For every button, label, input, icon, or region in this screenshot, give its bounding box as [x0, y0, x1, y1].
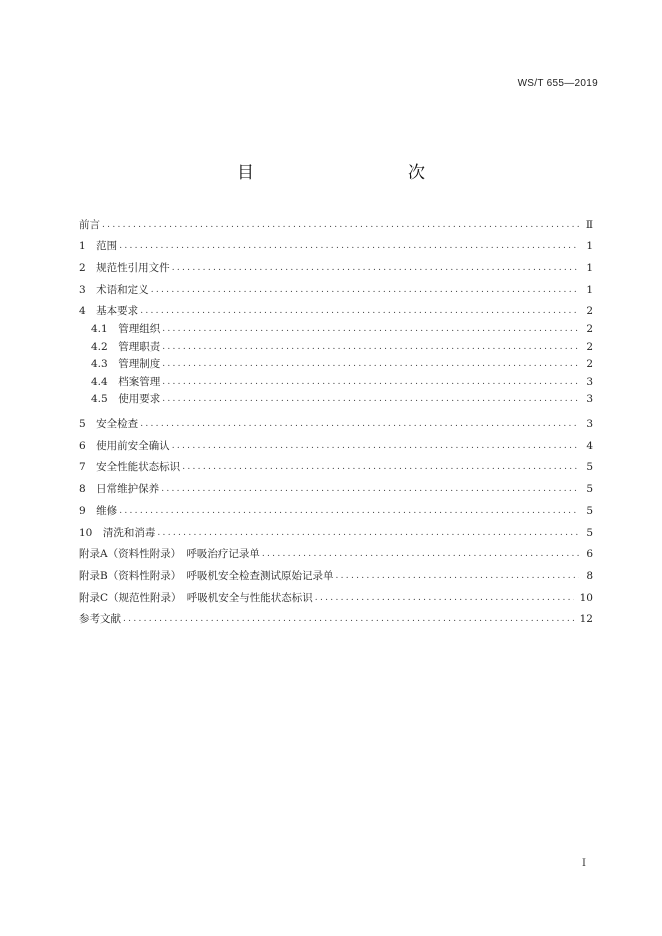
toc-entry-page: 2 — [586, 358, 593, 371]
toc-entry-page: Ⅱ — [585, 218, 593, 231]
toc-entry-label: 4.4 档案管理 — [91, 375, 161, 388]
toc-entry[interactable] — [79, 409, 593, 431]
toc-entry[interactable] — [79, 453, 593, 475]
toc-entry[interactable] — [79, 561, 593, 583]
toc-entry-page: 6 — [586, 548, 593, 561]
toc-leader-dots — [162, 392, 579, 406]
toc-subentry[interactable] — [79, 318, 593, 336]
toc-leader-dots — [182, 460, 579, 474]
toc-entry-label: 附录B（资料性附录） 呼吸机安全检查测试原始记录单 — [79, 569, 334, 582]
toc-leader-dots — [335, 569, 579, 583]
toc-leader-dots — [102, 218, 579, 232]
toc-entry[interactable] — [79, 474, 593, 496]
toc-entry-label: 前言 — [79, 218, 100, 231]
toc-entry-label: 4.1 管理组织 — [91, 323, 161, 336]
toc-entry[interactable] — [79, 496, 593, 518]
toc-entry-label: 10 清洗和消毒 — [79, 526, 156, 539]
toc-entry-label: 4 基本要求 — [79, 305, 139, 318]
toc-entry-label: 附录A（资料性附录） 呼吸治疗记录单 — [79, 548, 260, 561]
toc-entry-label: 附录C（规范性附录） 呼吸机安全与性能状态标识 — [79, 591, 313, 604]
toc-leader-dots — [119, 504, 579, 518]
toc-leader-dots — [162, 340, 579, 354]
toc-subentry[interactable] — [79, 354, 593, 372]
toc-entry-label: 8 日常维护保养 — [79, 483, 160, 496]
toc-entry-page: 2 — [586, 323, 593, 336]
page-title: 目 次 — [237, 163, 465, 183]
toc-entry-page: 2 — [586, 305, 593, 318]
toc-entry[interactable] — [79, 518, 593, 540]
toc-leader-dots — [157, 526, 579, 540]
toc-entry-page: 3 — [586, 393, 593, 406]
toc-leader-dots — [162, 357, 579, 371]
toc-entry-page: 3 — [586, 375, 593, 388]
toc-leader-dots — [315, 591, 574, 605]
table-of-contents — [79, 210, 593, 626]
toc-entry[interactable] — [79, 297, 593, 319]
toc-subentry[interactable] — [79, 336, 593, 354]
toc-leader-dots — [161, 482, 579, 496]
toc-entry-label: 9 维修 — [79, 504, 118, 517]
toc-entry-label: 参考文献 — [79, 613, 121, 626]
toc-entry-page: 10 — [579, 591, 593, 604]
toc-leader-dots — [119, 239, 579, 253]
toc-entry-page: 8 — [586, 569, 593, 582]
toc-entry-page: 12 — [579, 613, 593, 626]
toc-entry-page: 1 — [586, 240, 593, 253]
toc-leader-dots — [262, 547, 579, 561]
toc-leader-dots — [172, 261, 579, 275]
toc-subentry[interactable] — [79, 371, 593, 389]
toc-entry[interactable] — [79, 275, 593, 297]
toc-leader-dots — [172, 439, 579, 453]
toc-leader-dots — [162, 322, 579, 336]
toc-entry[interactable] — [79, 540, 593, 562]
toc-leader-dots — [140, 304, 579, 318]
toc-entry[interactable] — [79, 210, 593, 232]
toc-entry-label: 4.5 使用要求 — [91, 393, 161, 406]
toc-entry-page: 1 — [586, 283, 593, 296]
toc-entry-page: 2 — [586, 340, 593, 353]
toc-leader-dots — [140, 417, 579, 431]
toc-entry-label: 4.3 管理制度 — [91, 358, 161, 371]
toc-entry-page: 5 — [586, 483, 593, 496]
toc-entry[interactable] — [79, 232, 593, 254]
toc-entry-label: 1 范围 — [79, 240, 118, 253]
toc-entry-page: 5 — [586, 526, 593, 539]
standard-code: WS/T 655—2019 — [517, 78, 598, 89]
toc-entry-page: 3 — [586, 418, 593, 431]
toc-leader-dots — [162, 375, 579, 389]
toc-entry-page: 5 — [586, 504, 593, 517]
toc-entry-label: 5 安全检查 — [79, 418, 139, 431]
toc-subentry[interactable] — [79, 389, 593, 407]
toc-entry-label: 6 使用前安全确认 — [79, 439, 170, 452]
toc-entry-page: 1 — [586, 262, 593, 275]
toc-entry[interactable] — [79, 253, 593, 275]
toc-entry-label: 3 术语和定义 — [79, 283, 149, 296]
toc-entry-page: 4 — [586, 439, 593, 452]
toc-entry[interactable] — [79, 583, 593, 605]
toc-entry[interactable] — [79, 431, 593, 453]
footer-page-number: I — [582, 858, 586, 869]
toc-entry-page: 5 — [586, 461, 593, 474]
toc-leader-dots — [123, 612, 574, 626]
toc-entry[interactable] — [79, 605, 593, 627]
toc-leader-dots — [151, 283, 579, 297]
toc-entry-label: 2 规范性引用文件 — [79, 262, 170, 275]
toc-entry-label: 4.2 管理职责 — [91, 340, 161, 353]
toc-entry-label: 7 安全性能状态标识 — [79, 461, 181, 474]
